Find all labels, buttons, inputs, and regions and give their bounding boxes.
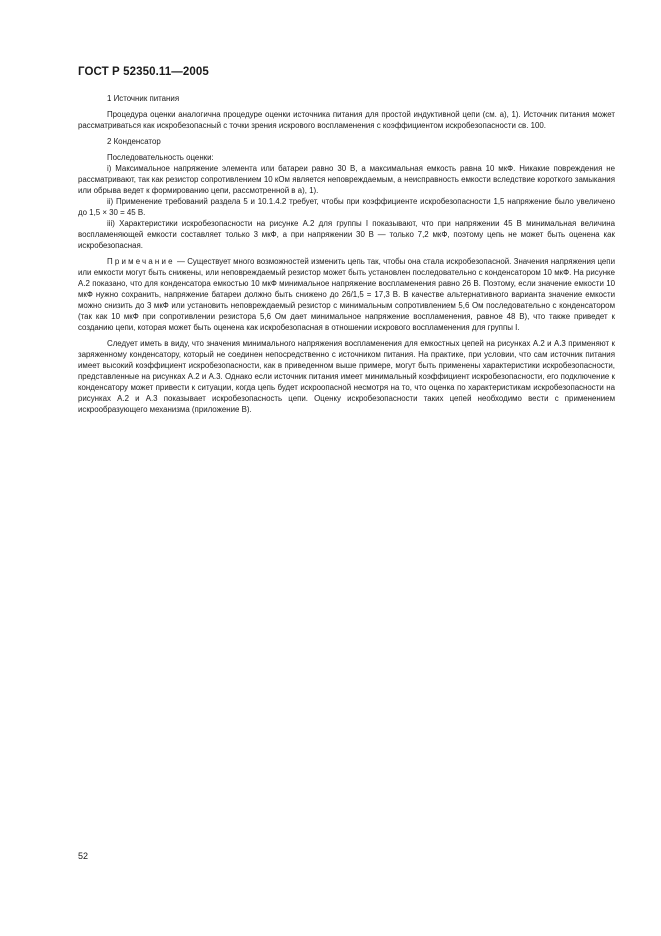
page-number: 52 — [78, 851, 89, 861]
note-text: — Существует много возможностей изменить цепь так, чтобы она стала искробезопасной. Значения напряжения цепи или емкости могут быть снижены, или неповреждаемый резистор может быть установлен последовательно с конденсатором 10 мкФ. На рисунке А.2 показано, что для конденсатора емкостью 10 мкФ минимальное напряжение воспламенения равно 26 В. Поэтому, если значение емкости 10 мкФ нужно сохранить, напряжение батареи должно быть снижено до 26/1,5 = 17,3 В. В качестве альтернативного варианта значение емкости можно снизить до 3 мкФ или установить неповреждаемый резистор с минимальным сопротивлением 5,6 Ом последовательно с конденсатором (так как 10 мкФ при сопротивлении резистора 5,6 Ом дает минимальное напряжение воспламенения, равное 48 В), что также приведет к созданию цепи, которая может быть оценена как искробезопасная в отношении искрового воспламенения для группы I. — [78, 257, 615, 332]
section-2-item-iii: iii) Характеристики искробезопасности на рисунке А.2 для группы I показывают, что при напряжении 45 В минимальная величина воспламеняющей емкости составляет только 3 мкФ, а при напряжении 30 В — только 7,2 мкФ, поэтому цепь не может быть оценена как искробезопасная. — [78, 219, 615, 250]
note-paragraph — [78, 256, 615, 333]
section-2-intro: Последовательность оценки: — [107, 153, 214, 162]
section-1-heading: 1 Источник питания — [107, 94, 180, 103]
section-1-paragraph: Процедура оценки аналогична процедуре оценки источника питания для простой индуктивной цепи (см. а), 1). Источник питания может рассматриваться как искробезопасный с точки зрения искрового воспламенения с коэффициентом искробезопасности св. 100. — [78, 110, 615, 130]
section-2-item-i: i) Максимальное напряжение элемента или батареи равно 30 В, а максимальная емкость равна 10 мкФ. Никакие повреждения не рассматривают, так как резистор сопротивлением 10 кОм является неповреждаемым, а неисправность емкости вследствие короткого замыкания или обрыва ведет к формированию цепи, рассмотренной в а), 1). — [78, 164, 615, 195]
section-2-item-ii: ii) Применение требований раздела 5 и 10.1.4.2 требует, чтобы при коэффициенте искробезопасности 1,5 напряжение было увеличено до 1,5 × 30 = 45 В. — [78, 197, 615, 217]
final-paragraph: Следует иметь в виду, что значения минимального напряжения воспламенения для емкостных цепей на рисунках А.2 и А.3 применяют к заряженному конденсатору, который не соединен непосредственно с источником питания. На практике, при условии, что сам источник питания имеет высокий коэффициент искробезопасности, как в приведенном выше примере, могут быть применены характеристики искробезопасности, представленные на рисунках А.2 и А.3. Однако если источник питания имеет минимальный коэффициент искробезопасности, его подключение к конденсатору может привести к ситуации, когда цепь будет искроопасной несмотря на то, что оценка по характеристикам искробезопасности на рисунках А.2 и А.3 показывает искробезопасность цепи. Оценку искробезопасности таких цепей необходимо вести с применением искрообразующего механизма (приложение В). — [78, 339, 615, 414]
section-2-heading: 2 Конденсатор — [107, 137, 161, 146]
document-body — [78, 93, 615, 420]
note-label: Примечание — [107, 257, 175, 266]
document-header: ГОСТ Р 52350.11—2005 — [78, 66, 209, 78]
